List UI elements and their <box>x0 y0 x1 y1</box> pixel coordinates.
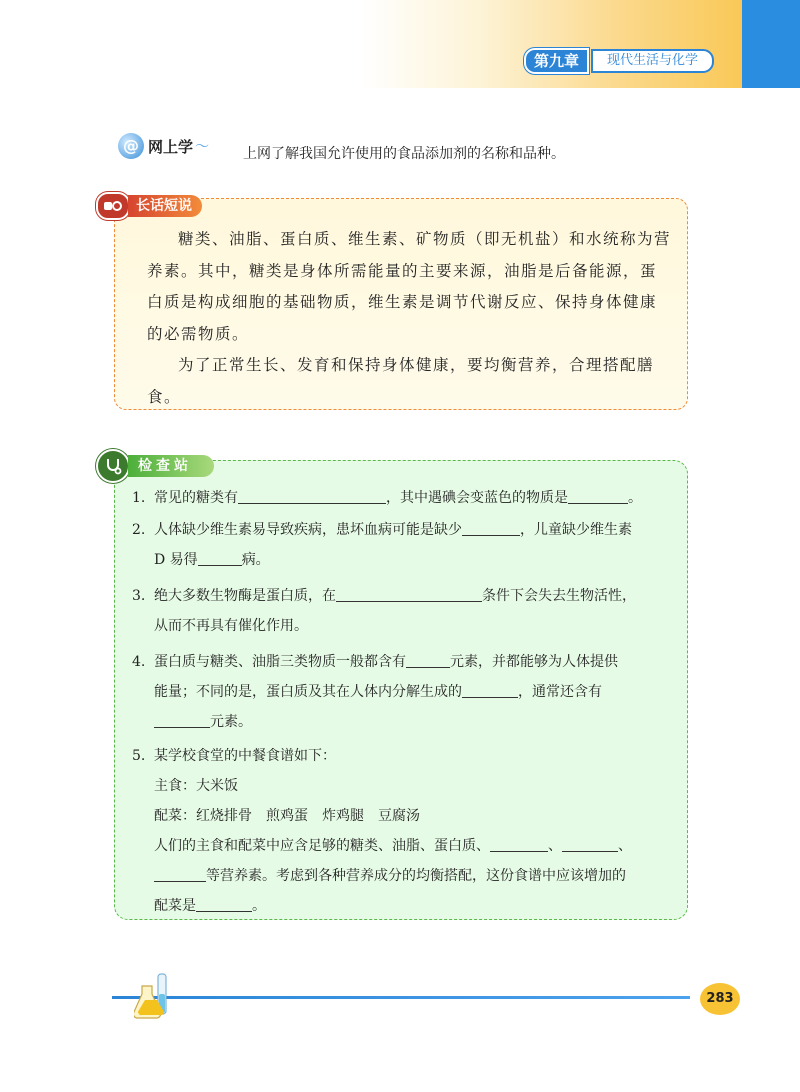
speaker-icon <box>96 192 130 220</box>
question-4-cont: 能量；不同的是，蛋白质及其在人体内分解生成的 ，通常还含有 <box>154 684 602 700</box>
answer-blank[interactable] <box>462 683 518 698</box>
summary-label: 长话短说 <box>128 195 202 217</box>
question-2: 2. 人体缺少维生素易导致疾病，患坏血病可能是缺少 ，儿童缺少维生素 <box>132 522 632 538</box>
answer-blank[interactable] <box>562 837 618 852</box>
online-learning-badge <box>118 133 209 159</box>
answer-blank[interactable] <box>406 653 450 668</box>
summary-paragraph-1: 糖类、油脂、蛋白质、维生素、矿物质（即无机盐）和水统称为营养素。其中，糖类是身体所需能量的主要来源，油脂是后备能源，蛋白质是构成细胞的基础物质，维生素是调节代谢反应、保持身体健康的必需物质。 <box>147 230 672 343</box>
question-5-cont-3: 配菜是 。 <box>154 898 266 914</box>
question-3: 3. 绝大多数生物酶是蛋白质，在 条件下会失去生物活性， <box>132 588 636 604</box>
answer-blank[interactable] <box>336 587 482 602</box>
check-label: 检查站 <box>128 455 214 477</box>
question-3-cont: 从而不再具有催化作用。 <box>154 618 308 634</box>
at-icon: @ <box>118 133 144 159</box>
question-5-cont-2: 等营养素。考虑到各种营养成分的均衡搭配，这份食谱中应该增加的 <box>132 861 672 891</box>
header-band <box>0 0 800 88</box>
check-badge <box>96 449 214 483</box>
question-5: 5. 某学校食堂的中餐食谱如下： <box>132 748 336 764</box>
chapter-title: 现代生活与化学 <box>591 49 714 73</box>
summary-text <box>147 224 671 413</box>
summary-paragraph-2: 为了正常生长、发育和保持身体健康，要均衡营养，合理搭配膳食。 <box>147 356 655 406</box>
tilde-decoration-icon: ～ <box>195 139 210 155</box>
header-blue-stripe <box>742 0 800 88</box>
footer-line <box>112 996 690 999</box>
answer-blank[interactable] <box>154 867 206 882</box>
question-1: 1. 常见的糖类有 ，其中遇碘会变蓝色的物质是 。 <box>132 490 642 506</box>
online-learning-label: 网上学 <box>148 137 194 156</box>
answer-blank[interactable] <box>154 713 210 728</box>
question-5-cont: 人们的主食和配菜中应含足够的糖类、油脂、蛋白质、 、 、 <box>154 838 632 854</box>
answer-blank[interactable] <box>462 521 520 536</box>
answer-blank[interactable] <box>490 837 548 852</box>
question-4-cont-2: 元素。 <box>132 707 672 737</box>
page-number: 283 <box>700 983 740 1015</box>
question-2-cont: D 易得 病。 <box>154 552 270 568</box>
question-list <box>132 483 672 921</box>
online-learning-text: 上网了解我国允许使用的食品添加剂的名称和品种。 <box>243 146 565 162</box>
answer-blank[interactable] <box>238 489 386 504</box>
chapter-number: 第九章 <box>524 48 589 74</box>
stethoscope-icon <box>96 449 130 483</box>
answer-blank[interactable] <box>568 489 628 504</box>
flask-icon <box>134 972 178 1026</box>
menu-dishes: 配菜：红烧排骨 煎鸡蛋 炸鸡腿 豆腐汤 <box>154 808 420 824</box>
chapter-tag <box>524 50 714 72</box>
answer-blank[interactable] <box>196 897 252 912</box>
question-4: 4. 蛋白质与糖类、油脂三类物质一般都含有 元素，并都能够为人体提供 <box>132 654 618 670</box>
answer-blank[interactable] <box>198 551 242 566</box>
summary-badge <box>96 192 202 220</box>
menu-staple: 主食：大米饭 <box>154 778 238 794</box>
